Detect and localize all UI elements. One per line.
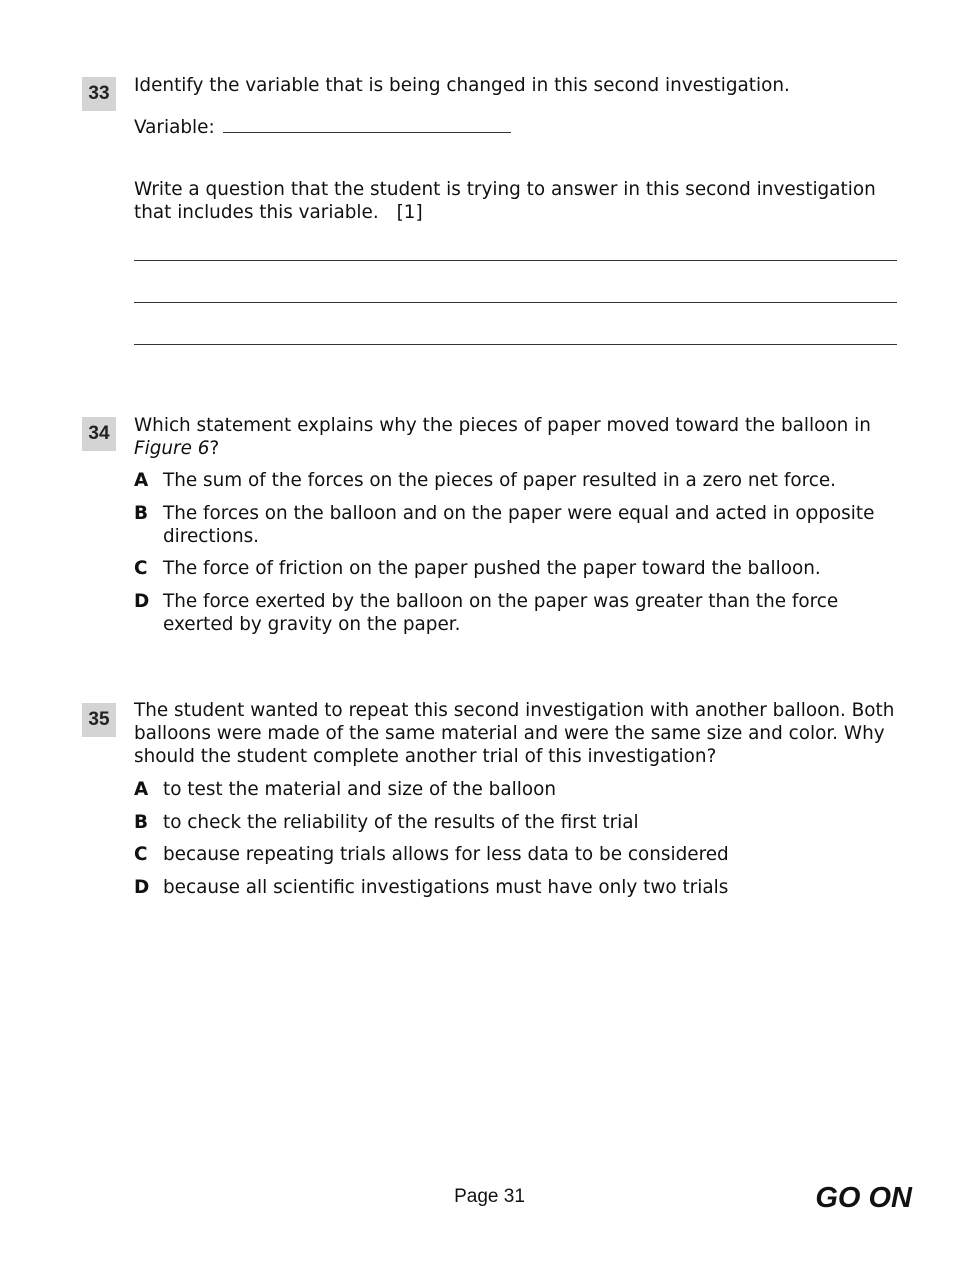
variable-answer-row <box>134 116 904 139</box>
option-34-c[interactable] <box>134 557 904 580</box>
option-34-a[interactable] <box>134 469 904 492</box>
option-letter: A <box>134 779 149 800</box>
option-34-b[interactable] <box>134 502 904 548</box>
option-text: because repeating trials allows for less data to be considered <box>163 844 729 865</box>
option-letter: D <box>134 591 150 612</box>
variable-answer-line[interactable] <box>223 116 511 133</box>
point-value: [1] <box>396 202 423 223</box>
option-text: The force of friction on the paper pushed the paper toward the balloon. <box>163 558 821 579</box>
answer-line-1[interactable] <box>134 260 897 261</box>
question-number-35: 35 <box>82 703 116 737</box>
option-text: The forces on the balloon and on the paper were equal and acted in opposite directions. <box>163 503 875 547</box>
option-text: The sum of the forces on the pieces of paper resulted in a zero net force. <box>163 470 837 491</box>
option-text: to test the material and size of the balloon <box>163 779 556 800</box>
option-letter: D <box>134 877 150 898</box>
option-35-c[interactable] <box>134 843 904 866</box>
question-33-write-prompt <box>134 178 904 224</box>
option-letter: B <box>134 503 149 524</box>
option-letter: B <box>134 812 149 833</box>
option-35-d[interactable] <box>134 876 904 899</box>
option-35-a[interactable] <box>134 778 904 801</box>
option-text: because all scientific investigations must have only two trials <box>163 877 729 898</box>
question-35-stem: The student wanted to repeat this second investigation with another balloon. Both balloons were made of the same material and were the same size and color. Why should the student complete another trial of this investigation? <box>134 700 895 767</box>
option-letter: C <box>134 558 148 579</box>
question-33-prompt: Identify the variable that is being changed in this second investigation. <box>134 75 790 96</box>
stem-punctuation: ? <box>209 438 220 459</box>
go-on-label: GO ON <box>815 1182 912 1214</box>
option-text: The force exerted by the balloon on the paper was greater than the force exerted by gravity on the paper. <box>163 591 839 635</box>
stem-text: Which statement explains why the pieces of paper moved toward the balloon in <box>134 415 871 436</box>
question-34-stem <box>134 414 904 460</box>
question-number-33: 33 <box>82 77 116 111</box>
option-text: to check the reliability of the results of the first trial <box>163 812 639 833</box>
figure-reference: Figure 6 <box>134 438 210 459</box>
answer-line-3[interactable] <box>134 344 897 345</box>
write-question-text: Write a question that the student is trying to answer in this second investigation that includes this variable. <box>134 179 876 223</box>
option-35-b[interactable] <box>134 811 904 834</box>
answer-line-2[interactable] <box>134 302 897 303</box>
option-letter: C <box>134 844 148 865</box>
page-number: Page 31 <box>454 1186 525 1207</box>
question-number-34: 34 <box>82 417 116 451</box>
option-34-d[interactable] <box>134 590 904 636</box>
option-letter: A <box>134 470 149 491</box>
variable-label: Variable: <box>134 117 215 138</box>
